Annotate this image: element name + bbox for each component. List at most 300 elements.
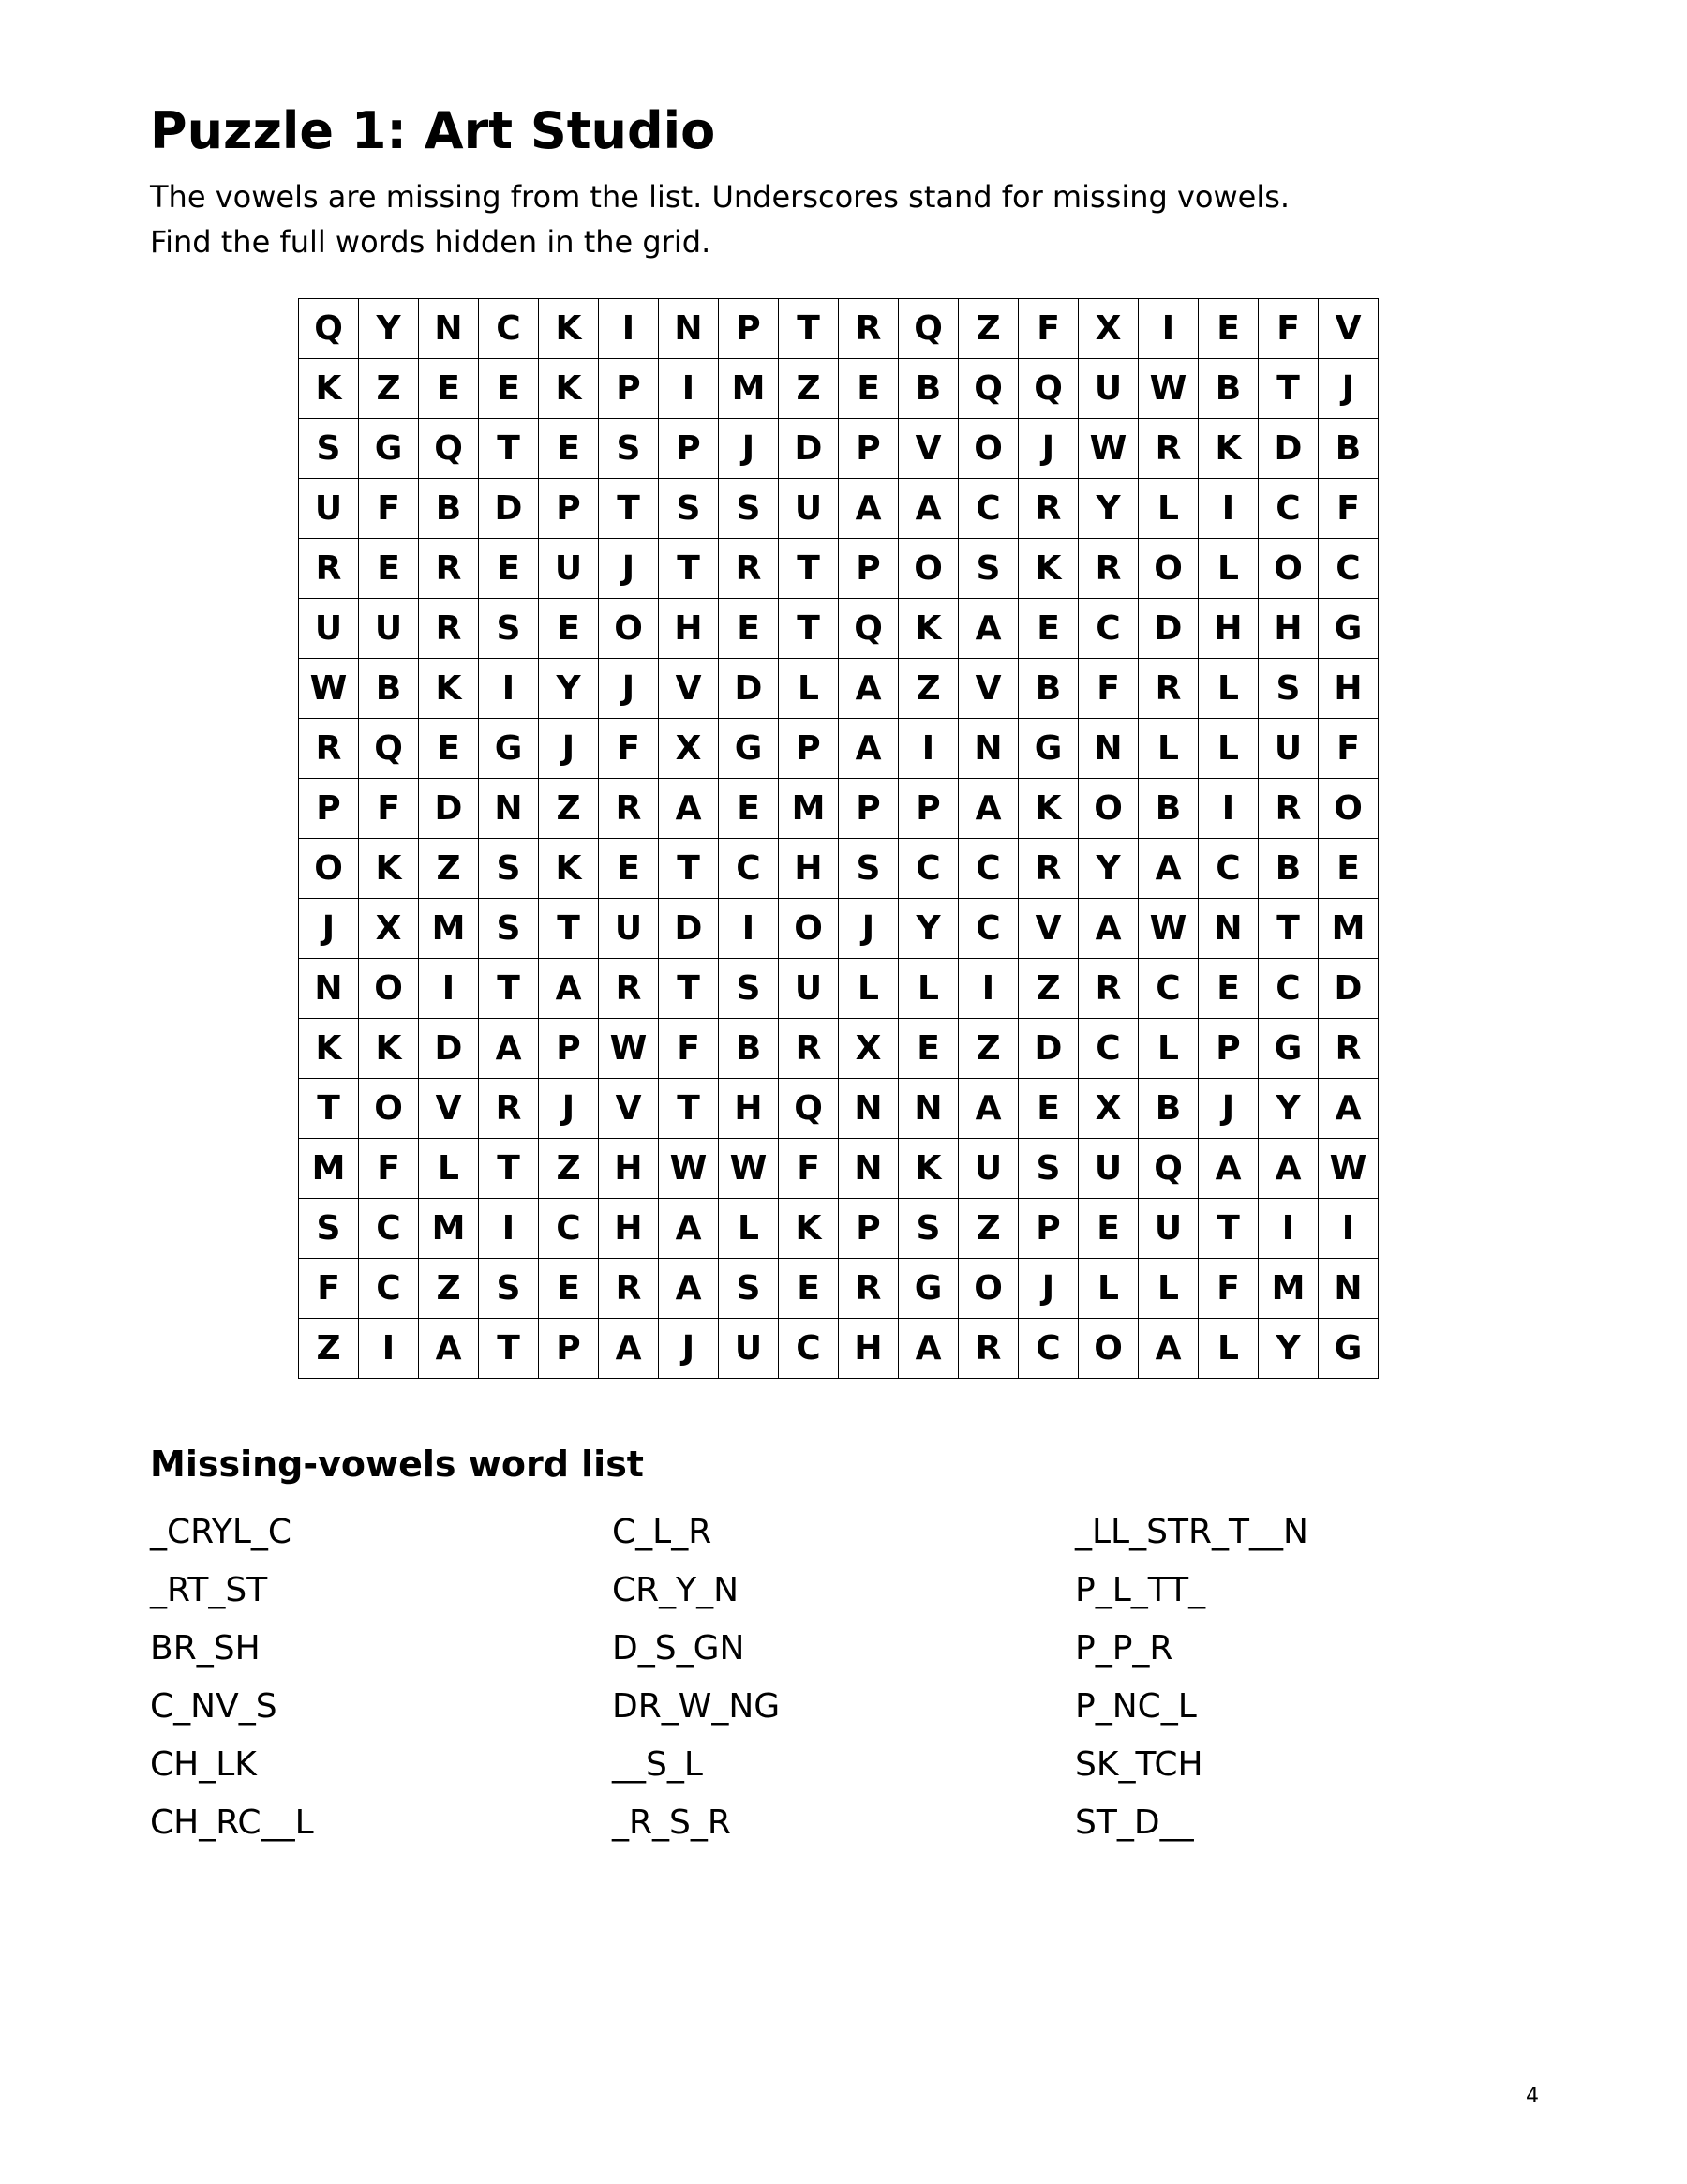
word-search-grid [298,298,1379,1379]
grid-cell: E [419,719,479,779]
grid-cell: J [659,1319,719,1379]
grid-cell: R [1139,419,1199,479]
grid-cell: B [719,1019,779,1079]
grid-cell: I [479,1199,539,1259]
grid-cell: I [719,899,779,959]
grid-row [299,1259,1379,1319]
grid-cell: A [1319,1079,1379,1139]
grid-cell: R [1139,659,1199,719]
grid-cell: F [659,1019,719,1079]
grid-cell: C [359,1259,419,1319]
grid-cell: Z [419,839,479,899]
grid-cell: A [839,659,899,719]
grid-cell: C [1259,959,1319,1019]
grid-cell: M [719,359,779,419]
grid-cell: N [899,1079,959,1139]
grid-cell: Y [1079,839,1139,899]
grid-cell: I [479,659,539,719]
grid-cell: X [1079,299,1139,359]
grid-cell: C [959,839,1019,899]
grid-cell: T [659,539,719,599]
grid-cell: A [959,1079,1019,1139]
grid-cell: F [1019,299,1079,359]
grid-cell: G [1319,1319,1379,1379]
grid-cell: T [1199,1199,1259,1259]
grid-cell: F [779,1139,839,1199]
grid-row [299,1019,1379,1079]
word-list-item: P_P_R [1075,1629,1173,1668]
grid-cell: R [599,779,659,839]
grid-cell: T [539,899,599,959]
word-list-item: D_S_GN [612,1629,745,1668]
grid-cell: S [1019,1139,1079,1199]
grid-cell: H [1199,599,1259,659]
grid-cell: P [899,779,959,839]
grid-cell: L [839,959,899,1019]
grid-cell: U [359,599,419,659]
word-list [150,1503,1509,1852]
grid-cell: L [1199,539,1259,599]
grid-cell: H [599,1199,659,1259]
grid-cell: P [299,779,359,839]
grid-cell: S [899,1199,959,1259]
grid-cell: E [1019,599,1079,659]
grid-cell: T [479,1319,539,1379]
grid-cell: R [779,1019,839,1079]
grid-cell: R [839,1259,899,1319]
grid-cell: S [479,599,539,659]
grid-cell: F [359,779,419,839]
grid-cell: H [719,1079,779,1139]
grid-cell: G [1319,599,1379,659]
grid-cell: T [479,959,539,1019]
grid-cell: N [1199,899,1259,959]
grid-cell: B [1019,659,1079,719]
grid-cell: T [1259,359,1319,419]
grid-cell: V [899,419,959,479]
grid-cell: K [1199,419,1259,479]
grid-cell: S [959,539,1019,599]
grid-cell: D [719,659,779,719]
grid-cell: E [539,599,599,659]
grid-cell: H [1319,659,1379,719]
word-list-item: __S_L [612,1745,703,1784]
word-list-item: SK_TCH [1075,1745,1203,1784]
grid-cell: A [479,1019,539,1079]
grid-cell: O [1139,539,1199,599]
grid-cell: M [1259,1259,1319,1319]
grid-cell: P [779,719,839,779]
grid-cell: T [659,1079,719,1139]
grid-cell: Y [1259,1079,1319,1139]
grid-cell: I [599,299,659,359]
grid-cell: P [659,419,719,479]
grid-cell: A [1139,1319,1199,1379]
grid-cell: C [1259,479,1319,539]
grid-row [299,419,1379,479]
grid-cell: C [479,299,539,359]
grid-cell: Y [1259,1319,1319,1379]
grid-cell: G [1019,719,1079,779]
grid-cell: I [1319,1199,1379,1259]
grid-cell: V [1019,899,1079,959]
grid-cell: E [779,1259,839,1319]
grid-cell: T [299,1079,359,1139]
grid-cell: R [1079,539,1139,599]
grid-row [299,959,1379,1019]
grid-cell: P [839,539,899,599]
grid-cell: A [899,479,959,539]
grid-cell: M [1319,899,1379,959]
grid-cell: W [659,1139,719,1199]
grid-cell: W [1079,419,1139,479]
grid-cell: S [839,839,899,899]
grid-cell: S [719,479,779,539]
grid-cell: M [299,1139,359,1199]
grid-cell: J [1019,1259,1079,1319]
grid-cell: R [419,539,479,599]
grid-cell: V [959,659,1019,719]
grid-cell: D [659,899,719,959]
grid-cell: E [599,839,659,899]
grid-cell: W [1139,359,1199,419]
grid-cell: J [1319,359,1379,419]
grid-cell: G [719,719,779,779]
grid-cell: R [1319,1019,1379,1079]
grid-cell: E [899,1019,959,1079]
grid-cell: X [659,719,719,779]
grid-cell: A [1079,899,1139,959]
grid-cell: U [539,539,599,599]
grid-cell: Y [1079,479,1139,539]
word-list-item: BR_SH [150,1629,261,1668]
grid-cell: I [899,719,959,779]
grid-cell: A [659,1259,719,1319]
grid-cell: J [599,659,659,719]
grid-row [299,539,1379,599]
grid-cell: X [359,899,419,959]
grid-cell: B [1319,419,1379,479]
grid-cell: A [599,1319,659,1379]
grid-cell: I [1199,479,1259,539]
grid-cell: N [479,779,539,839]
grid-cell: A [419,1319,479,1379]
grid-cell: A [899,1319,959,1379]
grid-row [299,1319,1379,1379]
grid-cell: E [719,599,779,659]
grid-cell: P [539,1019,599,1079]
grid-cell: E [1079,1199,1139,1259]
grid-cell: E [1319,839,1379,899]
word-list-item: ST_D__ [1075,1803,1194,1842]
grid-cell: W [599,1019,659,1079]
grid-cell: K [419,659,479,719]
grid-cell: U [1079,1139,1139,1199]
grid-cell: N [419,299,479,359]
grid-cell: L [1199,659,1259,719]
grid-cell: B [1139,779,1199,839]
grid-cell: Y [899,899,959,959]
grid-cell: J [299,899,359,959]
grid-cell: U [1079,359,1139,419]
instructions-line: The vowels are missing from the list. Underscores stand for missing vowels. [150,179,1291,215]
grid-cell: E [1019,1079,1079,1139]
grid-cell: R [1019,839,1079,899]
grid-cell: R [959,1319,1019,1379]
word-list-item: _LL_STR_T__N [1075,1513,1308,1551]
page-number: 4 [1526,2085,1539,2108]
grid-row [299,659,1379,719]
grid-cell: E [839,359,899,419]
grid-cell: K [299,1019,359,1079]
grid-cell: J [539,1079,599,1139]
grid-cell: P [1199,1019,1259,1079]
grid-cell: C [959,479,1019,539]
grid-cell: K [359,839,419,899]
grid-cell: O [899,539,959,599]
grid-cell: F [299,1259,359,1319]
grid-cell: N [839,1139,899,1199]
grid-cell: C [899,839,959,899]
grid-cell: K [899,599,959,659]
grid-cell: L [899,959,959,1019]
grid-cell: H [599,1139,659,1199]
grid-cell: D [419,1019,479,1079]
grid-cell: L [1139,479,1199,539]
grid-cell: A [839,719,899,779]
word-list-item: C_NV_S [150,1687,277,1726]
grid-cell: K [299,359,359,419]
grid-cell: S [659,479,719,539]
grid-cell: C [959,899,1019,959]
grid-cell: U [779,479,839,539]
grid-cell: O [959,1259,1019,1319]
grid-cell: F [1199,1259,1259,1319]
grid-row [299,839,1379,899]
grid-cell: Z [299,1319,359,1379]
grid-cell: G [1259,1019,1319,1079]
grid-cell: S [599,419,659,479]
grid-cell: P [719,299,779,359]
grid-row [299,479,1379,539]
grid-cell: U [1139,1199,1199,1259]
grid-cell: P [539,479,599,539]
grid-cell: F [1079,659,1139,719]
grid-cell: W [719,1139,779,1199]
page-title: Puzzle 1: Art Studio [150,101,716,160]
word-list-heading: Missing-vowels word list [150,1444,644,1485]
grid-cell: N [959,719,1019,779]
grid-cell: R [299,539,359,599]
word-list-item: C_L_R [612,1513,712,1551]
grid-cell: D [1019,1019,1079,1079]
grid-cell: P [539,1319,599,1379]
grid-cell: U [299,599,359,659]
grid-cell: P [839,779,899,839]
grid-cell: U [959,1139,1019,1199]
grid-cell: B [899,359,959,419]
grid-cell: Q [899,299,959,359]
grid-cell: Z [899,659,959,719]
grid-cell: R [1079,959,1139,1019]
grid-cell: N [839,1079,899,1139]
grid-cell: H [1259,599,1319,659]
grid-cell: C [779,1319,839,1379]
grid-cell: C [1019,1319,1079,1379]
grid-cell: S [719,1259,779,1319]
grid-cell: F [1319,719,1379,779]
word-list-item: _RT_ST [150,1571,268,1609]
grid-cell: A [959,779,1019,839]
grid-cell: E [539,1259,599,1319]
word-list-item: CH_LK [150,1745,257,1784]
grid-cell: O [959,419,1019,479]
grid-cell: D [1319,959,1379,1019]
grid-cell: B [1199,359,1259,419]
grid-cell: U [719,1319,779,1379]
grid-cell: I [419,959,479,1019]
grid-cell: R [1019,479,1079,539]
grid-row [299,1199,1379,1259]
grid-cell: L [779,659,839,719]
grid-cell: S [479,899,539,959]
grid-cell: I [1259,1199,1319,1259]
grid-row [299,719,1379,779]
grid-cell: Z [959,299,1019,359]
grid-cell: O [779,899,839,959]
grid-cell: O [599,599,659,659]
grid-cell: O [359,1079,419,1139]
grid-cell: A [659,779,719,839]
grid-cell: B [1259,839,1319,899]
grid-cell: E [479,359,539,419]
grid-cell: U [1259,719,1319,779]
grid-cell: O [1079,1319,1139,1379]
grid-cell: W [299,659,359,719]
grid-cell: L [1199,1319,1259,1379]
grid-cell: A [539,959,599,1019]
grid-cell: Z [959,1019,1019,1079]
word-list-item: CR_Y_N [612,1571,739,1609]
word-list-item: CH_RC__L [150,1803,314,1842]
grid-cell: W [1319,1139,1379,1199]
grid-cell: W [1139,899,1199,959]
grid-cell: S [719,959,779,1019]
grid-cell: C [1079,599,1139,659]
grid-cell: K [779,1199,839,1259]
grid-row [299,899,1379,959]
grid-cell: E [1199,959,1259,1019]
grid-row [299,779,1379,839]
grid-cell: K [1019,779,1079,839]
grid-cell: I [659,359,719,419]
word-list-item: DR_W_NG [612,1687,781,1726]
grid-cell: C [1139,959,1199,1019]
grid-cell: B [359,659,419,719]
grid-cell: E [719,779,779,839]
grid-cell: D [1139,599,1199,659]
grid-cell: M [419,899,479,959]
grid-cell: T [659,839,719,899]
grid-cell: R [719,539,779,599]
grid-cell: T [599,479,659,539]
grid-cell: F [599,719,659,779]
grid-cell: S [299,1199,359,1259]
grid-cell: P [1019,1199,1079,1259]
grid-cell: X [1079,1079,1139,1139]
grid-cell: C [1199,839,1259,899]
grid-cell: R [599,1259,659,1319]
grid-cell: L [1079,1259,1139,1319]
grid-cell: D [1259,419,1319,479]
grid-cell: Z [539,779,599,839]
instructions [150,174,1509,264]
grid-cell: U [599,899,659,959]
grid-cell: L [1139,719,1199,779]
grid-cell: I [1139,299,1199,359]
grid-cell: V [659,659,719,719]
grid-cell: N [299,959,359,1019]
grid-cell: U [299,479,359,539]
word-list-item: _R_S_R [612,1803,731,1842]
grid-cell: T [659,959,719,1019]
grid-cell: D [779,419,839,479]
grid-cell: Q [1019,359,1079,419]
grid-cell: G [899,1259,959,1319]
grid-cell: L [1139,1259,1199,1319]
grid-cell: H [659,599,719,659]
grid-cell: R [419,599,479,659]
grid-cell: C [719,839,779,899]
grid-cell: C [539,1199,599,1259]
grid-cell: Z [539,1139,599,1199]
grid-cell: P [839,419,899,479]
grid-cell: H [779,839,839,899]
word-list-item: P_NC_L [1075,1687,1197,1726]
grid-cell: Z [959,1199,1019,1259]
grid-cell: J [599,539,659,599]
grid-cell: X [839,1019,899,1079]
grid-cell: V [419,1079,479,1139]
grid-cell: L [1139,1019,1199,1079]
grid-cell: V [599,1079,659,1139]
grid-cell: A [1139,839,1199,899]
grid-cell: M [779,779,839,839]
grid-cell: I [959,959,1019,1019]
grid-cell: J [539,719,599,779]
grid-cell: R [299,719,359,779]
grid-cell: Q [299,299,359,359]
grid-cell: J [839,899,899,959]
grid-cell: F [1259,299,1319,359]
instructions-line: Find the full words hidden in the grid. [150,224,711,260]
grid-cell: T [779,599,839,659]
grid-cell: K [539,359,599,419]
grid-cell: R [479,1079,539,1139]
grid-cell: O [299,839,359,899]
grid-cell: B [1139,1079,1199,1139]
grid-cell: R [1259,779,1319,839]
grid-cell: F [359,1139,419,1199]
grid-cell: L [1199,719,1259,779]
grid-cell: T [779,299,839,359]
grid-cell: O [359,959,419,1019]
grid-cell: Z [359,359,419,419]
grid-cell: H [839,1319,899,1379]
grid-cell: T [779,539,839,599]
grid-cell: J [1019,419,1079,479]
grid-cell: C [1319,539,1379,599]
